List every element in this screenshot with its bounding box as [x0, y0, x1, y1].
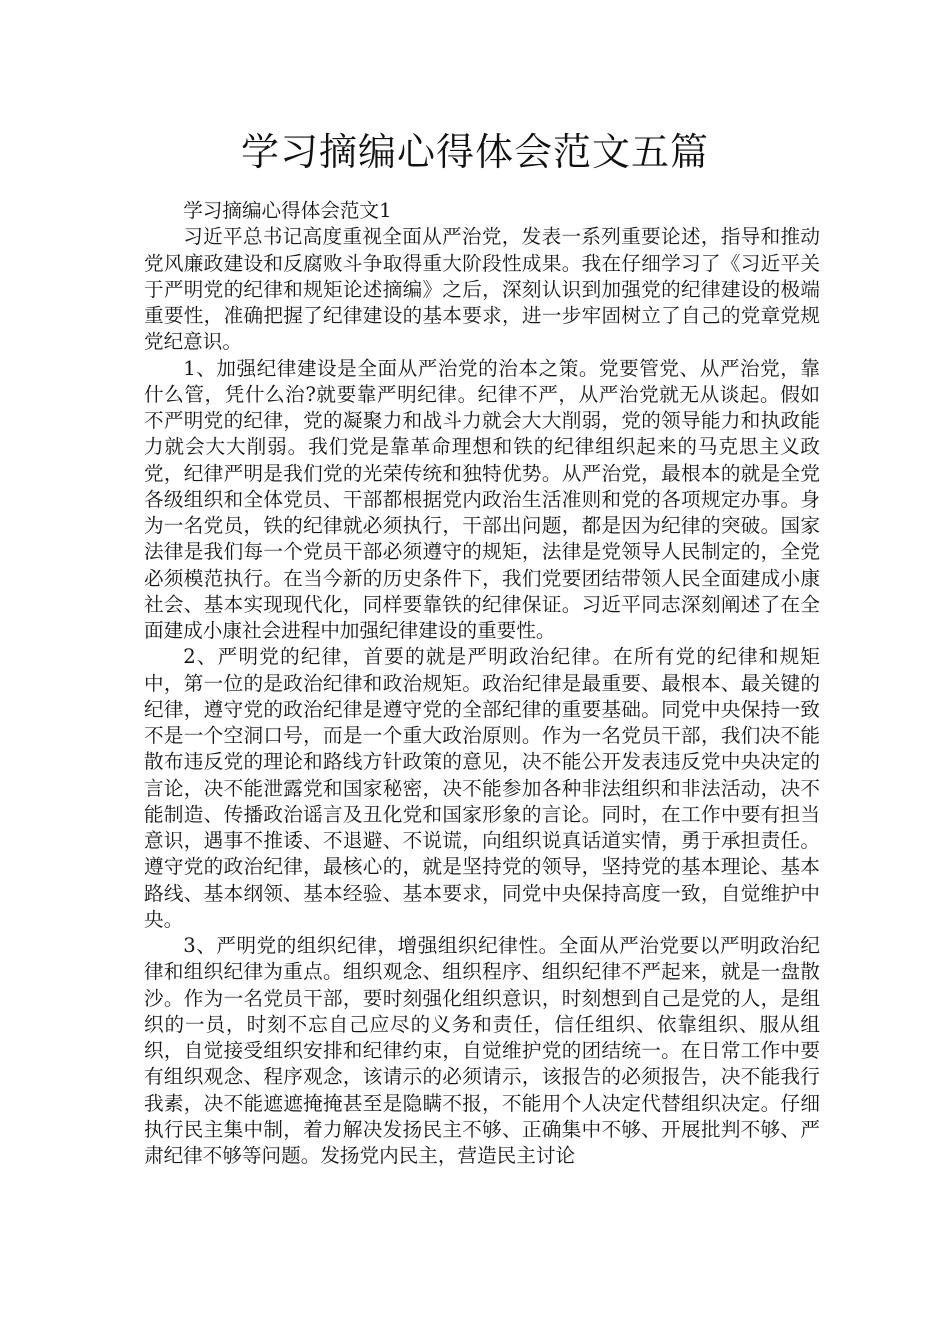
- section-heading: 学习摘编心得体会范文1: [183, 199, 392, 222]
- document-title: 学习摘编心得体会范文五篇: [240, 130, 709, 174]
- document-body: [144, 198, 820, 1169]
- paragraph-point-2: 2、严明党的纪律，首要的就是严明政治纪律。在所有党的纪律和规矩中，第一位的是政治纪律和政治规矩。政治纪律是最重要、最根本、最关键的纪律，遵守党的政治纪律是遵守党的全部纪律的重要基础。同党中央保持一致不是一个空洞口号，而是一个重大政治原则。作为一名党员干部，我们决不能散布违反党的理论和路线方针政策的意见，决不能公开发表违反党中央决定的言论，决不能泄露党和国家秘密，决不能参加各种非法组织和非法活动，决不能制造、传播政治谣言及丑化党和国家形象的言论。同时，在工作中要有担当意识，遇事不推诿、不退避、不说谎，向组织说真话道实情，勇于承担责任。遵守党的政治纪律，最核心的，就是坚持党的领导，坚持党的基本理论、基本路线、基本纲领、基本经验、基本要求，同党中央保持高度一致，自觉维护中央。: [144, 645, 820, 931]
- paragraph-intro: 习近平总书记高度重视全面从严治党，发表一系列重要论述，指导和推动党风廉政建设和反腐败斗争取得重大阶段性成果。我在仔细学习了《习近平关于严明党的纪律和规矩论述摘编》之后，深刻认识到加强党的纪律建设的极端重要性，准确把握了纪律建设的基本要求，进一步牢固树立了自己的党章党规党纪意识。: [144, 225, 820, 354]
- paragraph-point-1: 1、加强纪律建设是全面从严治党的治本之策。党要管党、从严治党，靠什么管，凭什么治?就要靠严明纪律。纪律不严，从严治党就无从谈起。假如不严明党的纪律，党的凝聚力和战斗力就会大大削弱，党的领导能力和执政能力就会大大削弱。我们党是靠革命理想和铁的纪律组织起来的马克思主义政党，纪律严明是我们党的光荣传统和独特优势。从严治党，最根本的就是全党各级组织和全体党员、干部都根据党内政治生活准则和党的各项规定办事。身为一名党员，铁的纪律就必须执行，干部出问题，都是因为纪律的突破。国家法律是我们每一个党员干部必须遵守的规矩，法律是党领导人民制定的，全党必须模范执行。在当今新的历史条件下，我们党要团结带领人民全面建成小康社会、基本实现现代化，同样要靠铁的纪律保证。习近平同志深刻阐述了在全面建成小康社会进程中加强纪律建设的重要性。: [144, 356, 820, 642]
- paragraph-point-3: 3、严明党的组织纪律，增强组织纪律性。全面从严治党要以严明政治纪律和组织纪律为重点。组织观念、组织程序、组织纪律不严起来，就是一盘散沙。作为一名党员干部，要时刻强化组织意识，时刻想到自己是党的人，是组织的一员，时刻不忘自己应尽的义务和责任，信任组织、依靠组织、服从组织，自觉接受组织安排和纪律约束，自觉维护党的团结统一。在日常工作中要有组织观念、程序观念，该请示的必须请示，该报告的必须报告，决不能我行我素，决不能遮遮掩掩甚至是隐瞒不报，不能用个人决定代替组织决定。仔细执行民主集中制，着力解决发扬民主不够、正确集中不够、开展批判不够、严肃纪律不够等问题。发扬党内民主，营造民主讨论: [144, 934, 820, 1167]
